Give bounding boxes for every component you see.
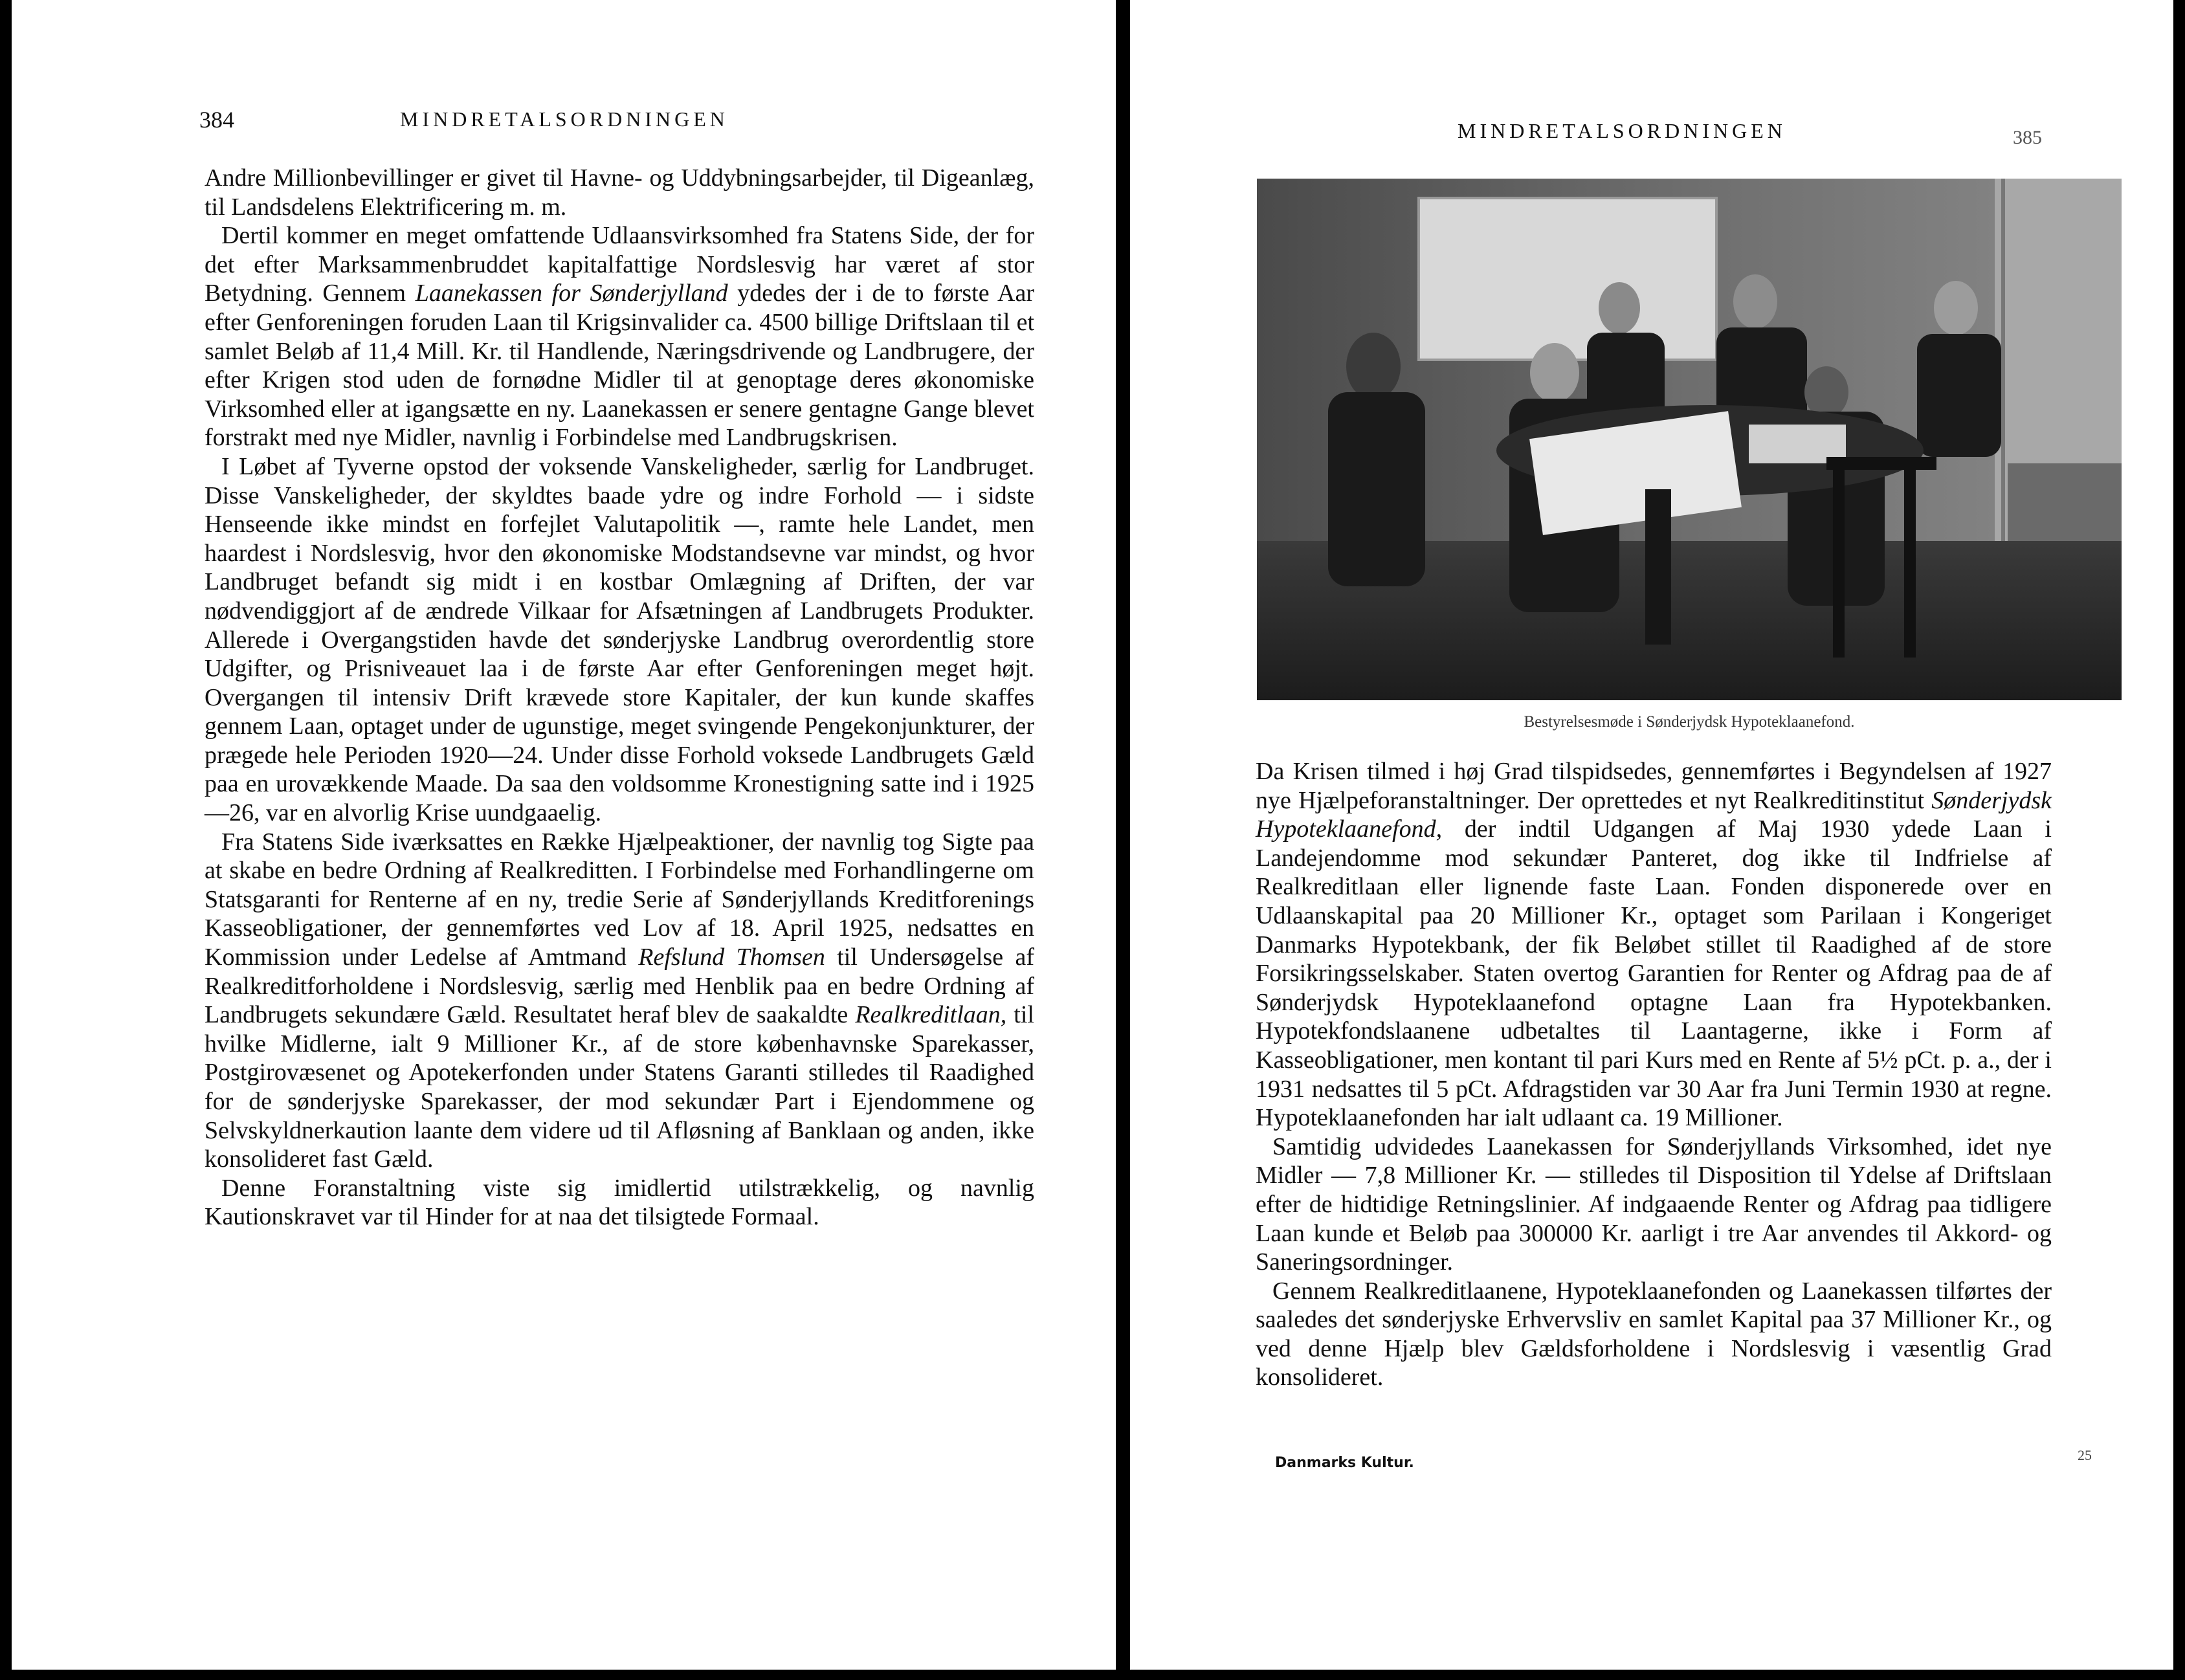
paragraph: Dertil kommer en meget omfattende Udlaansvirksomhed fra Statens Side, der for det efter Marksammenbruddet kapitalfattige Nordslesvig har været af stor Betydning. Gennem Laanekassen for Sønderjylland ydedes der i de to første Aar efter Genforeningen foruden Laan til Krigsinvalider ca. 4500 billige Driftslaan til et samlet Beløb af 11,4 Mill. Kr. til Handlende, Næringsdrivende og Landbrugere, der efter Krigen stod uden de fornødne Midler til at genoptage deres økonomiske Virksomhed eller at igangsætte en ny. Laanekassen er senere gentagne Gange blevet forstrakt med nye Midler, navnlig i Forbindelse med Landbrugskrisen. [205,222,1034,452]
paragraph: Andre Millionbevillinger er givet til Havne- og Uddybningsarbejder, til Digeanlæg, til Landsdelens Elektrificering m. m. [205,164,1034,221]
body-text [1256,757,2052,1392]
paragraph: Denne Foranstaltning viste sig imidlertid utilstrækkelig, og navnlig Kautionskravet var til Hinder for at naa det tilsigtede Formaal. [205,1174,1034,1231]
board-meeting-photo [1257,179,2122,700]
running-head: MINDRETALSORDNINGEN [1458,119,1786,142]
photo-illustration [1257,179,2122,700]
paragraph: I Løbet af Tyverne opstod der voksende Vanskeligheder, særlig for Landbruget. Disse Vanskeligheder, der skyldtes baade ydre og indre Forhold — i sidste Henseende ikke mindst en forfejlet Valutapolitik —, ramte hele Landet, men haardest i Nordslesvig, hvor den økonomiske Modstandsevne var mindst, og hvor Landbruget befandt sig midt i en kostbar Omlægning af Driften, der var nødvendiggjort af de ændrede Vilkaar for Afsætningen af Landbrugets Produkter. Allerede i Overgangstiden havde det sønderjyske Landbrug overordentlig store Udgifter, og Prisniveauet laa i de første Aar efter Genforeningen meget højt. Overgangen til intensiv Drift krævede store Kapitaler, der kun kunde skaffes gennem Laan, optaget under de ugunstige, meget svingende Pengekonjunkturer, der prægede hele Perioden 1920—24. Under disse Forhold voksede Landbrugets Gæld paa en urovækkende Maade. Da saa den voldsomme Kronestigning satte ind i 1925—26, var en alvorlig Krise uundgaaelig. [205,452,1034,827]
body-text [205,164,1034,1232]
page-number: 385 [2013,127,2042,148]
page-number: 384 [199,107,234,133]
footer-source: Danmarks Kultur. [1275,1455,1414,1471]
signature-mark: 25 [2078,1447,2092,1463]
right-page [1130,0,2173,1670]
photo-caption: Bestyrelsesmøde i Sønderjydsk Hypoteklaanefond. [1524,713,1855,731]
paragraph: Gennem Realkreditlaanene, Hypoteklaanefonden og Laanekassen tilførtes der saaledes det sønderjyske Erhvervsliv en samlet Kapital paa 37 Millioner Kr., og ved denne Hjælp blev Gældsforholdene i Nordslesvig i væsentlig Grad konsolideret. [1256,1277,2052,1391]
paragraph: Da Krisen tilmed i høj Grad tilspidsedes, gennemførtes i Begyndelsen af 1927 nye Hjælpeforanstaltninger. Der oprettedes et nyt Realkreditinstitut Sønderjydsk Hypoteklaanefond, der indtil Udgangen af Maj 1930 ydede Laan i Landejendomme mod sekundær Panteret, dog ikke til Indfrielse af Realkreditlaan eller lignende faste Laan. Fonden disponerede over en Udlaanskapital paa 20 Millioner Kr., optaget som Parilaan i Kongeriget Danmarks Hypotekbank, der fik Beløbet stillet til Raadighed af de store Forsikringsselskaber. Staten overtog Garantien for Renter og Afdrag paa de af Sønderjydsk Hypoteklaanefond optagne Laan fra Hypotekbanken. Hypotekfondslaanene udbetaltes til Laantagerne, ikke i Form af Kasseobligationer, men kontant til pari Kurs med en Rente af 5½ pCt. p. a., der i 1931 nedsattes til 5 pCt. Afdragstiden var 30 Aar fra Juni Termin 1930 at regne. Hypoteklaanefonden har ialt udlaant ca. 19 Millioner. [1256,758,2052,1132]
left-page [12,0,1116,1670]
paragraph: Fra Statens Side iværksattes en Række Hjælpeaktioner, der navnlig tog Sigte paa at skabe en bedre Ordning af Realkreditten. I Forbindelse med Forhandlingerne om Statsgaranti for Renterne af en ny, tredie Serie af Sønderjyllands Kreditforenings Kasseobligationer, der gennemførtes ved Lov af 18. April 1925, nedsattes en Kommission under Ledelse af Amtmand Refslund Thomsen til Undersøgelse af Realkreditforholdene i Nordslesvig, særlig med Henblik paa en bedre Ordning af Landbrugets sekundære Gæld. Resultatet heraf blev de saakaldte Realkreditlaan, til hvilke Midlerne, ialt 9 Millioner Kr., af de store københavnske Sparekasser, Postgirovæsenet og Apotekerfonden under Statens Garanti stilledes til Raadighed for de sønderjyske Sparekasser, der mod sekundær Part i Ejendommene og Selvskyldnerkaution laante dem videre ud til Afløsning af Banklaan og anden, ikke konsolideret fast Gæld. [205,828,1034,1173]
paragraph: Samtidig udvidedes Laanekassen for Sønderjyllands Virksomhed, idet nye Midler — 7,8 Millioner Kr. — stilledes til Disposition til Ydelse af Driftslaan efter de hidtidige Retningslinier. Af indgaaende Renter og Afdrag paa tidligere Laan kunde et Beløb paa 300000 Kr. aarligt i tre Aar anvendes til Akkord- og Saneringsordninger. [1256,1133,2052,1276]
running-head: MINDRETALSORDNINGEN [400,107,729,131]
